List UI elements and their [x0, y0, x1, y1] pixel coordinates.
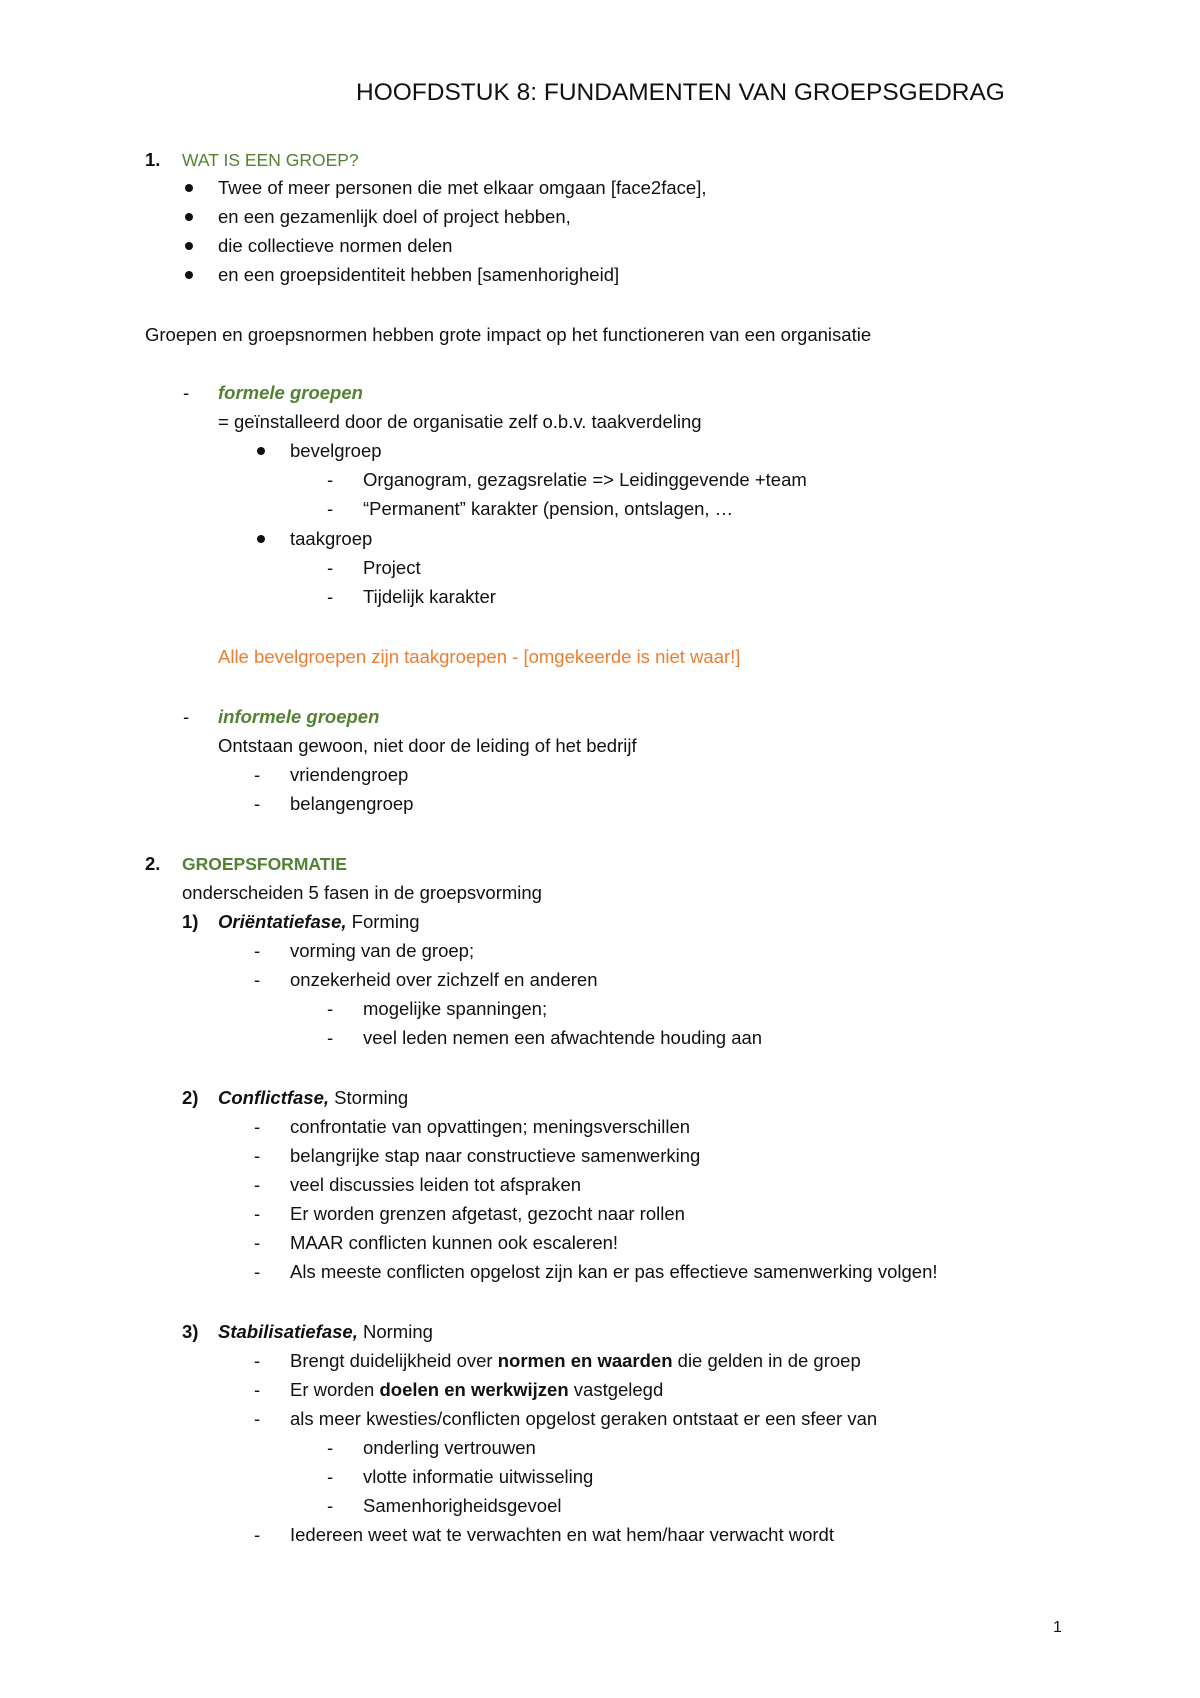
phase-3-name: Stabilisatiefase,: [218, 1321, 358, 1342]
phase-3-english: Norming: [357, 1321, 433, 1342]
list-item: als meer kwesties/conflicten opgelost geraken ontstaat er een sfeer van: [290, 1408, 878, 1429]
dash-marker: -: [327, 998, 334, 1019]
dash-marker: -: [254, 1116, 261, 1137]
list-item: veel discussies leiden tot afspraken: [290, 1174, 582, 1195]
list-item: mogelijke spanningen;: [363, 998, 548, 1019]
list-item: die collectieve normen delen: [218, 235, 453, 256]
formele-groepen-label: formele groepen: [218, 382, 363, 403]
dash-marker: -: [254, 793, 261, 814]
list-item: taakgroep: [290, 528, 373, 549]
bullet-icon: [257, 535, 265, 543]
list-item: en een gezamenlijk doel of project hebben,: [218, 206, 571, 227]
dash-marker: -: [254, 1408, 261, 1429]
phase-2-english: Storming: [329, 1087, 409, 1108]
phase-1-english: Forming: [346, 911, 420, 932]
list-item: [290, 1378, 663, 1402]
dash-marker: -: [254, 764, 261, 785]
list-item: [290, 1349, 861, 1373]
dash-marker: -: [183, 382, 190, 403]
phase-1-number: 1): [182, 911, 199, 932]
paragraph: onderscheiden 5 fasen in de groepsvorming: [182, 882, 542, 903]
dash-marker: -: [254, 1232, 261, 1253]
page-title: HOOFDSTUK 8: FUNDAMENTEN VAN GROEPSGEDRAG: [356, 79, 1005, 106]
list-item: vriendengroep: [290, 764, 409, 785]
phase-2-title: [218, 1086, 408, 1110]
dash-marker: -: [327, 1466, 334, 1487]
bullet-icon: [257, 447, 265, 455]
phase-3-number: 3): [182, 1321, 199, 1342]
dash-marker: -: [327, 557, 334, 578]
list-item: vorming van de groep;: [290, 940, 475, 961]
list-item: Project: [363, 557, 421, 578]
section-1-number: 1.: [145, 149, 161, 170]
paragraph: Groepen en groepsnormen hebben grote impact op het functioneren van een organisatie: [145, 324, 872, 345]
text-run: vastgelegd: [568, 1379, 664, 1400]
bullet-icon: [185, 184, 193, 192]
dash-marker: -: [254, 1350, 261, 1371]
list-item: Er worden grenzen afgetast, gezocht naar rollen: [290, 1203, 685, 1224]
phase-3-title: [218, 1320, 433, 1344]
list-item: Iedereen weet wat te verwachten en wat hem/haar verwacht wordt: [290, 1524, 834, 1545]
informele-groepen-label: informele groepen: [218, 706, 380, 727]
list-item: bevelgroep: [290, 440, 382, 461]
dash-marker: -: [254, 1203, 261, 1224]
list-item: confrontatie van opvattingen; meningsverschillen: [290, 1116, 691, 1137]
dash-marker: -: [327, 469, 334, 490]
list-item: Als meeste conflicten opgelost zijn kan er pas effectieve samenwerking volgen!: [290, 1261, 938, 1282]
page-number: 1: [1053, 1619, 1062, 1636]
dash-marker: -: [254, 1524, 261, 1545]
dash-marker: -: [254, 969, 261, 990]
list-item: Tijdelijk karakter: [363, 586, 496, 607]
list-item: en een groepsidentiteit hebben [samenhorigheid]: [218, 264, 620, 285]
dash-marker: -: [254, 1174, 261, 1195]
section-1-heading: WAT IS EEN GROEP?: [182, 150, 359, 170]
dash-marker: -: [254, 1261, 261, 1282]
informele-groepen-desc: Ontstaan gewoon, niet door de leiding of het bedrijf: [218, 735, 637, 756]
list-item: Samenhorigheidsgevoel: [363, 1495, 562, 1516]
formele-groepen-desc: = geïnstalleerd door de organisatie zelf o.b.v. taakverdeling: [218, 411, 702, 432]
text-run: Er worden: [290, 1379, 380, 1400]
dash-marker: -: [254, 1379, 261, 1400]
note-text: Alle bevelgroepen zijn taakgroepen - [omgekeerde is niet waar!]: [218, 646, 741, 667]
dash-marker: -: [327, 1027, 334, 1048]
dash-marker: -: [327, 1495, 334, 1516]
text-run: Brengt duidelijkheid over: [290, 1350, 498, 1371]
phase-2-name: Conflictfase,: [218, 1087, 330, 1108]
emphasis-text: normen en waarden: [497, 1350, 673, 1371]
dash-marker: -: [254, 940, 261, 961]
section-2-heading: GROEPSFORMATIE: [182, 854, 347, 874]
section-2-number: 2.: [145, 853, 161, 874]
list-item: onderling vertrouwen: [363, 1437, 536, 1458]
dash-marker: -: [254, 1145, 261, 1166]
list-item: MAAR conflicten kunnen ook escaleren!: [290, 1232, 619, 1253]
dash-marker: -: [327, 586, 334, 607]
bullet-icon: [185, 271, 193, 279]
list-item: vlotte informatie uitwisseling: [363, 1466, 594, 1487]
dash-marker: -: [183, 706, 190, 727]
list-item: Organogram, gezagsrelatie => Leidinggevende +team: [363, 469, 807, 490]
list-item: veel leden nemen een afwachtende houding aan: [363, 1027, 763, 1048]
bullet-icon: [185, 242, 193, 250]
list-item: belangengroep: [290, 793, 414, 814]
list-item: onzekerheid over zichzelf en anderen: [290, 969, 598, 990]
list-item: Twee of meer personen die met elkaar omgaan [face2face],: [218, 177, 707, 198]
dash-marker: -: [327, 498, 334, 519]
list-item: belangrijke stap naar constructieve samenwerking: [290, 1145, 701, 1166]
bullet-icon: [185, 213, 193, 221]
phase-1-name: Oriëntatiefase,: [218, 911, 347, 932]
list-item: “Permanent” karakter (pension, ontslagen, …: [363, 498, 734, 519]
phase-1-title: [218, 910, 420, 934]
dash-marker: -: [327, 1437, 334, 1458]
text-run: die gelden in de groep: [672, 1350, 861, 1371]
emphasis-text: doelen en werkwijzen: [379, 1379, 569, 1400]
phase-2-number: 2): [182, 1087, 199, 1108]
